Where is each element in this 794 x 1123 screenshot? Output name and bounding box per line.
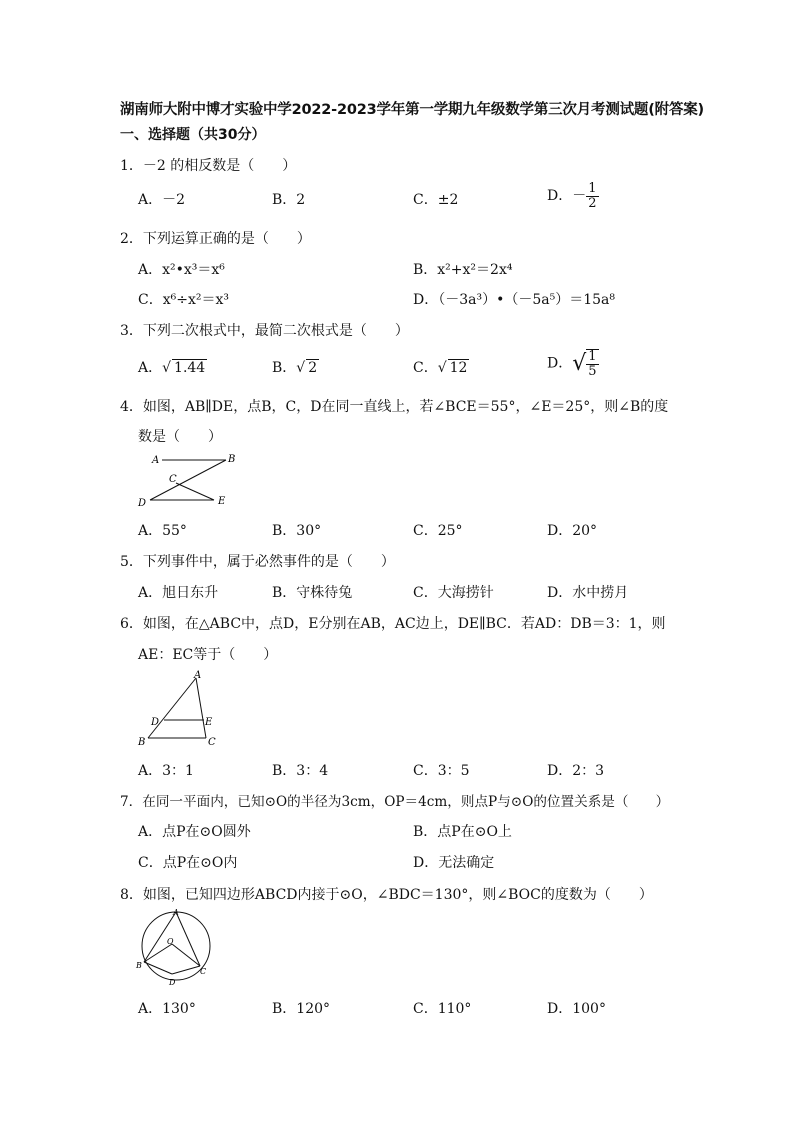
figure-inscribed-quadrilateral <box>134 906 214 988</box>
q2-option-c: C．x⁶÷x²＝x³ <box>138 292 229 308</box>
q6-option-b: B．3：4 <box>272 763 329 779</box>
point-label-a: A <box>173 908 179 917</box>
question-5-stem: 5．下列事件中，属于必然事件的是（ ） <box>120 554 395 570</box>
radicand: 12 <box>449 360 468 376</box>
point-label-d: D <box>151 717 160 728</box>
question-4-stem: 4．如图，AB∥DE，点B，C，D在同一直线上，若∠BCE＝55°，∠E＝25°，则∠B的度 <box>120 399 669 415</box>
point-label-d: D <box>169 978 176 987</box>
point-label-a: A <box>152 455 160 466</box>
question-7-stem: 7．在同一平面内，已知⊙O的半径为3cm，OP＝4cm，则点P与⊙O的位置关系是（ ） <box>120 794 670 810</box>
q5-option-c: C．大海捞针 <box>413 585 494 601</box>
question-2-stem: 2．下列运算正确的是（ ） <box>120 231 311 247</box>
radicand: 1.44 <box>174 360 206 376</box>
q4-option-b: B．30° <box>272 523 322 539</box>
q6-option-c: C．3：5 <box>413 763 470 779</box>
q8-option-b: B．120° <box>272 1001 331 1017</box>
fraction-denominator: 5 <box>588 363 597 379</box>
q3-option-c: C．√ 12 <box>413 360 468 376</box>
q7-option-b: B．点P在⊙O上 <box>413 824 512 840</box>
point-label-a: A <box>194 670 202 681</box>
question-3-stem: 3．下列二次根式中，最简二次根式是（ ） <box>120 323 409 339</box>
figure-parallel-lines <box>134 448 244 512</box>
q3-option-d: D．√ $\frac{1}{5}$ <box>547 349 597 379</box>
point-label-c: C <box>208 737 216 748</box>
q6-option-d: D．2：3 <box>547 763 605 779</box>
q4-option-d: D．20° <box>547 523 598 539</box>
q3-option-d-label: D． <box>547 355 573 372</box>
question-8-stem: 8．如图，已知四边形ABCD内接于⊙O，∠BDC＝130°，则∠BOC的度数为（ ） <box>120 887 653 903</box>
q5-option-a: A．旭日东升 <box>138 585 219 601</box>
q1-option-d-label: D．－ <box>547 188 587 205</box>
q8-option-a: A．130° <box>138 1001 196 1017</box>
q4-option-a: A．55° <box>138 523 187 539</box>
q1-option-b: B．2 <box>272 192 306 208</box>
question-4-stem-cont: 数是（ ） <box>138 429 222 445</box>
q6-option-a: A．3：1 <box>138 763 194 779</box>
q4-option-c: C．25° <box>413 523 463 539</box>
fraction <box>586 182 598 210</box>
q7-option-c: C．点P在⊙O内 <box>138 855 238 871</box>
figure-triangle <box>134 668 224 750</box>
fraction-numerator: 1 <box>588 349 597 364</box>
point-label-b: B <box>138 737 146 748</box>
q3-option-a-label: A． <box>138 360 163 376</box>
question-6-stem-cont: AE：EC等于（ ） <box>138 647 278 663</box>
question-1-stem: 1．－2 的相反数是（ ） <box>120 158 297 174</box>
q8-option-c: C．110° <box>413 1001 472 1017</box>
point-label-e: E <box>218 496 226 507</box>
q7-option-a: A．点P在⊙O圆外 <box>138 824 251 840</box>
q5-option-b: B．守株待兔 <box>272 585 353 601</box>
q1-option-a: A．－2 <box>138 192 186 208</box>
q3-option-c-label: C． <box>413 360 438 376</box>
section-heading: 一、选择题（共30分） <box>120 127 266 143</box>
q5-option-d: D．水中捞月 <box>547 585 629 601</box>
point-label-b: B <box>228 454 236 465</box>
q1-option-d <box>547 182 599 210</box>
point-label-b: B <box>136 961 142 970</box>
point-label-c: C <box>169 474 177 485</box>
q2-option-a: A．x²•x³＝x⁶ <box>138 262 225 278</box>
fraction-denominator: 2 <box>588 195 597 211</box>
q3-option-b: B．√ 2 <box>272 360 318 376</box>
q1-option-c: C．±2 <box>413 192 459 208</box>
q3-option-b-label: B． <box>272 360 297 376</box>
point-label-c: C <box>200 967 207 976</box>
document-title: 湖南师大附中博才实验中学2022-2023学年第一学期九年级数学第三次月考测试题(附答案) <box>120 102 704 118</box>
question-6-stem: 6．如图，在△ABC中，点D，E分别在AB，AC边上，DE∥BC．若AD：DB＝3：1，则 <box>120 616 666 632</box>
fraction <box>586 349 598 378</box>
q2-option-d: D．（－3a³）•（－5a⁵）＝15a⁸ <box>413 292 615 308</box>
fraction-numerator: 1 <box>588 181 597 196</box>
q7-option-d: D．无法确定 <box>413 855 495 871</box>
q3-option-a: A．√ 1.44 <box>138 360 206 376</box>
point-label-o: O <box>167 937 174 946</box>
point-label-d: D <box>138 498 147 509</box>
q8-option-d: D．100° <box>547 1001 606 1017</box>
q2-option-b: B．x²+x²＝2x⁴ <box>413 262 513 278</box>
radicand: 2 <box>308 360 318 376</box>
point-label-e: E <box>205 717 213 728</box>
